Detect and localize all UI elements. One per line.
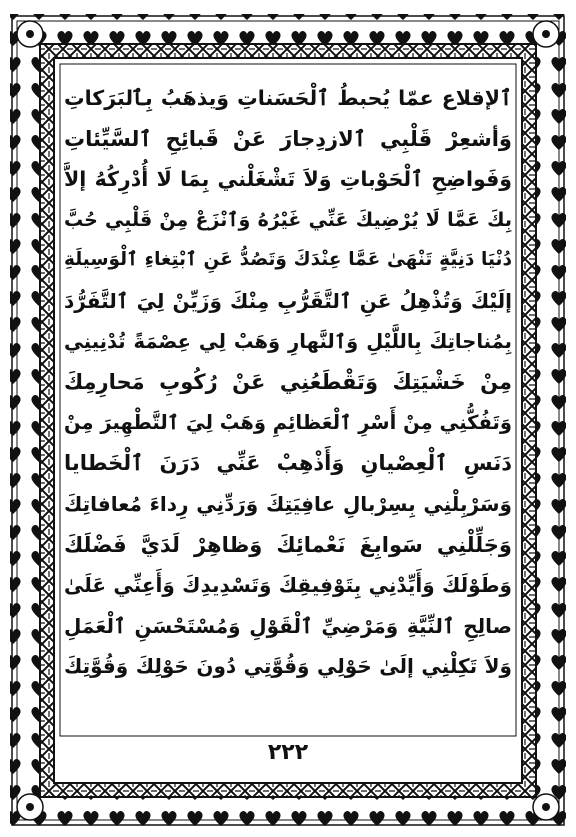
text-line: وَتَفُكُّنِي مِنْ أَسْرِ ٱلْعَظائِمِ وَهَبْ لِيَ ٱلتَّطْهِيرَ مِنْ (64, 410, 512, 434)
text-line: دَنَسِ ٱلْعِصْيانِ وَأَذْهِبْ عَنِّي دَرَنَ ٱلْخَطايا (64, 451, 512, 476)
text-line: وَفَواضِحِ ٱلْحَوْباتِ وَلاَ تَشْغَلْني بِمَا لَا أُدْرِكُهُ إلاَّ (64, 167, 512, 192)
page-number: ٢٢٢ (267, 740, 309, 765)
text-line: ٱلإقلاع عمّا يُحبطُ ٱلْحَسَناتِ وَيذهَبُ بِٱلبَرَكاتِ (64, 86, 512, 110)
text-line: صالِحِ ٱلنِّيَّةِ وَمَرْضِيِّ ٱلْقَوْلِ وَمُسْتَحْسَنِ ٱلْعَمَلِ (64, 613, 512, 638)
text-line: مِنْ خَشْيَتِكَ وَتَقْطَعُنِي عَنْ رُكُوبِ مَحارِمِكَ (64, 370, 512, 395)
text-line: وَأشعِرْ قَلْبِي ٱلازدِجارَ عَنْ قَبائِحِ ٱلسَّيِّئاتِ (64, 126, 512, 151)
text-line: دُنْيَا دَنِيَّةٍ تَنْهَىٰ عَمَّا عِنْدَكَ وَتَصُدُّ عَنِ ٱبْتِغاءِ ٱلْوَسِيلَةِ (64, 249, 512, 271)
text-line: وَجَلِّلْنِي سَوابِغَ نَعْمائِكَ وَظاهِرْ لَدَيَّ فَضْلَكَ (64, 532, 512, 557)
text-line: بِمُناجاتِكَ بِاللَّيْلِ وَٱلنَّهارِ وَهَبْ لِي عِصْمَةً تُدْنِينِي (64, 329, 512, 353)
text-line: وَسَرْبِلْنِي بِسِرْبالِ عافِيَتِكَ وَرَدِّنِي رِداءَ مُعافاتِكَ (64, 491, 512, 516)
text-line: وَطَوْلَكَ وَأَيِّدْنِي بِتَوْفِيقِكَ وَتَسْدِيدِكَ وَأَعِنِّي عَلَىٰ (64, 573, 512, 598)
text-line: بِكَ عَمَّا لَا يُرْضِيكَ عَنِّي غَيْرُهُ وَٱنْزَعْ مِنْ قَلْبِي حُبَّ (64, 208, 512, 231)
text-line: إلَيْكَ وَتُذْهِلُ عَنِ ٱلتَّقَرُّبِ مِنْكَ وَزَيِّنْ لِيَ ٱلتَّفَرُّدَ (64, 288, 512, 313)
supplication-text (64, 78, 512, 738)
text-line: وَلاَ تَكِلْنِي إلَىٰ حَوْلِي وَقُوَّتِي دُونَ حَوْلِكَ وَقُوَّتِكَ (64, 654, 512, 679)
